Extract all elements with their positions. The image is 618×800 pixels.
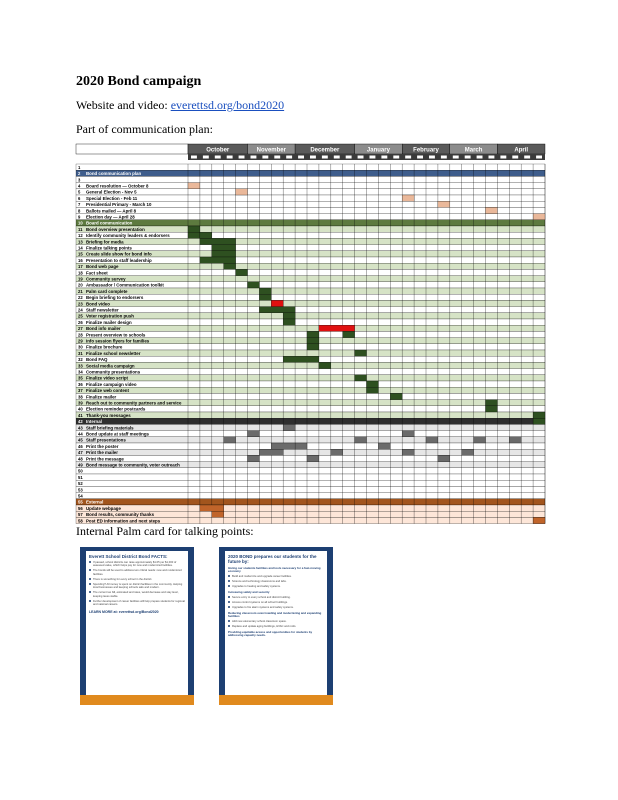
- timeline-bar: [319, 362, 331, 368]
- table-row: [76, 505, 545, 511]
- timeline-bar: [248, 455, 260, 461]
- row-label: 50: [78, 468, 83, 474]
- website-line: [76, 98, 284, 113]
- timeline-bar: [355, 350, 367, 356]
- card-subhead: Increasing safety and security: [228, 590, 270, 595]
- task-label: Print the mailer: [86, 450, 118, 456]
- week-number-cell: [203, 156, 209, 159]
- row-label: 16: [78, 257, 83, 263]
- task-label: Print the message: [86, 456, 124, 462]
- task-label: Begin briefing to endorsers: [86, 295, 144, 301]
- communication-plan-table: [76, 144, 546, 524]
- timeline-bar: [200, 232, 212, 238]
- task-label: Bond results, community thanks: [86, 512, 155, 518]
- plan-label: Part of communication plan:: [76, 122, 213, 136]
- task-label: Update webpage: [86, 505, 121, 511]
- table-row: [76, 269, 545, 275]
- table-row: [76, 294, 545, 300]
- week-number-cell: [191, 156, 197, 159]
- card-stripe: [219, 695, 333, 705]
- task-label: Bond communication plan: [86, 171, 142, 177]
- row-label: 37: [78, 388, 83, 394]
- row-label: 26: [78, 319, 83, 325]
- row-label: 3: [78, 177, 81, 183]
- timeline-bar: [438, 455, 450, 461]
- task-label: Finalize school newsletter: [86, 350, 141, 356]
- table-row: [76, 170, 545, 176]
- card-stripe: [80, 695, 194, 705]
- card-bullet: Spending? All money is spent on district facilities in the community. Helping local businesses and keeping schools safe and modern.: [86, 582, 188, 590]
- table-row: [76, 245, 545, 251]
- timeline-bar: [486, 406, 498, 412]
- table-row: [76, 164, 545, 170]
- task-label: Bond video: [86, 301, 110, 307]
- task-label: Community survey: [86, 276, 126, 282]
- timeline-bar: [200, 238, 236, 244]
- week-number-cell: [298, 156, 304, 159]
- timeline-bar: [331, 449, 343, 455]
- task-label: Voter registration push: [86, 313, 134, 319]
- month-label: November: [256, 147, 286, 154]
- timeline-bar: [188, 232, 200, 238]
- timeline-bar: [271, 300, 283, 306]
- table-row: [76, 350, 545, 356]
- row-label: 30: [78, 344, 83, 350]
- row-label: 11: [78, 226, 83, 232]
- card-bullet: If passed, school districts can raise approximately $1.05 per $1,000 of assessed value, which helps pay for new and modernized facilities.: [86, 560, 188, 568]
- timeline-bar: [462, 449, 474, 455]
- row-label: 57: [78, 512, 83, 518]
- page-title: 2020 Bond campaign: [76, 74, 202, 89]
- task-label: Finalize campaign video: [86, 381, 137, 387]
- week-number-cell: [239, 156, 245, 159]
- timeline-bar: [283, 313, 295, 319]
- row-label: 25: [78, 313, 83, 319]
- palm-card-prepares: [219, 547, 333, 705]
- timeline-bar: [259, 288, 271, 294]
- timeline-bar: [533, 517, 545, 523]
- table-row: [76, 486, 545, 492]
- task-label: Finalize brochure: [86, 344, 123, 350]
- palm-card-facts: [80, 547, 194, 705]
- task-label: Identify community leaders & endorsers: [86, 233, 170, 239]
- timeline-bar: [188, 183, 200, 189]
- task-label: Ambassador / Communication toolkit: [86, 282, 164, 288]
- row-label: 54: [78, 493, 83, 499]
- month-label: January: [366, 147, 390, 154]
- task-label: Election day — April 28: [86, 214, 135, 220]
- table-row: [76, 319, 545, 325]
- timeline-bar: [486, 400, 498, 406]
- task-label: Bond update at staff meetings: [86, 431, 149, 437]
- card-bullet: Upgrades to heating and safety systems.: [225, 584, 327, 589]
- timeline-bar: [307, 338, 319, 344]
- week-number-cell: [251, 156, 257, 159]
- week-number-cell: [274, 156, 280, 159]
- card-bullet: There is something for every school in the district.: [86, 577, 188, 582]
- timeline-bar: [295, 443, 307, 449]
- timeline-bar: [212, 251, 236, 257]
- card-body: [225, 551, 327, 695]
- task-label: Bond web page: [86, 264, 119, 270]
- week-number-cell: [393, 156, 399, 159]
- row-label: 58: [78, 518, 83, 524]
- row-label: 49: [78, 462, 83, 468]
- week-number-cell: [453, 156, 459, 159]
- card-bullet: Further development of career facilities will help prepare students for regional and national careers.: [86, 599, 188, 607]
- task-label: Staff presentations: [86, 437, 126, 443]
- row-label: 4: [78, 183, 81, 189]
- table-row: [76, 412, 545, 418]
- row-label: 34: [78, 369, 83, 375]
- row-label: 19: [78, 276, 83, 282]
- timeline-bar: [390, 393, 402, 399]
- table-row: [76, 214, 545, 220]
- task-label: Palm card complete: [86, 288, 128, 294]
- row-label: 55: [78, 499, 83, 505]
- timeline-bar: [367, 381, 379, 387]
- row-label: 17: [78, 264, 83, 270]
- row-label: 7: [78, 202, 81, 208]
- row-label: 32: [78, 357, 83, 363]
- month-label: April: [514, 147, 529, 154]
- table-row: [76, 288, 545, 294]
- row-label: 5: [78, 189, 81, 195]
- table-row: [76, 313, 545, 319]
- row-label: 18: [78, 270, 83, 276]
- row-label: 38: [78, 394, 83, 400]
- card-bullet: Build and modernize and upgrade career facilities.: [225, 574, 327, 579]
- task-label: Finalize mailer: [86, 394, 117, 400]
- table-row: [76, 195, 545, 201]
- timeline-bar: [426, 437, 438, 443]
- table-row: [76, 468, 545, 474]
- timeline-bar: [533, 412, 545, 418]
- timeline-bar: [212, 245, 236, 251]
- task-label: Post ED information and next steps: [86, 518, 161, 524]
- timeline-bar: [402, 449, 414, 455]
- card-subhead: Providing equitable access and opportunities for students by addressing capacity needs.: [228, 630, 313, 638]
- row-label: 12: [78, 233, 83, 239]
- row-label: 33: [78, 363, 83, 369]
- timeline-bar: [355, 437, 367, 443]
- card-bullet: The bonds will be used to address two critical needs: new and modernized facilities.: [86, 568, 188, 576]
- timeline-bar: [438, 201, 450, 207]
- table-row: [76, 325, 545, 331]
- row-label: 39: [78, 400, 83, 406]
- row-label: 51: [78, 474, 83, 480]
- week-number-cell: [346, 156, 352, 159]
- table-row: [76, 362, 545, 368]
- table-row: [76, 480, 545, 486]
- task-label: Finalize talking points: [86, 245, 132, 251]
- row-label: 40: [78, 406, 83, 412]
- row-label: 45: [78, 437, 83, 443]
- week-number-cell: [358, 156, 364, 159]
- row-label: 52: [78, 481, 83, 487]
- task-label: Presidential Primary - March 10: [86, 202, 152, 208]
- card-title: Everett School District Bond FACTS:: [89, 554, 168, 559]
- row-label: 10: [78, 220, 83, 226]
- week-number-cell: [465, 156, 471, 159]
- row-label: 1: [78, 164, 81, 170]
- table-row: [76, 375, 545, 381]
- row-label: 47: [78, 450, 83, 456]
- card-footer: LEARN MORE at: everettsd.org/Bond2020: [89, 610, 159, 615]
- week-number-cell: [512, 156, 518, 159]
- task-label: Finalize web content: [86, 388, 129, 394]
- task-label: Info session flyers for families: [86, 338, 150, 344]
- table-row: [76, 207, 545, 213]
- row-label: 28: [78, 332, 83, 338]
- row-label: 53: [78, 487, 83, 493]
- timeline-bar: [355, 375, 367, 381]
- timeline-bar: [200, 505, 224, 511]
- task-label: Bond FAQ: [86, 357, 108, 363]
- month-label: December: [310, 147, 340, 154]
- card-subhead: Giving our students facilities and tools necessary for a fast-moving economy: [228, 566, 321, 574]
- card-bullet: Secure entry to every school and district building.: [225, 595, 327, 600]
- table-row: [76, 449, 545, 455]
- timeline-bar: [307, 344, 319, 350]
- week-number-cell: [215, 156, 221, 159]
- task-label: Bond message to community, voter outreach: [86, 462, 180, 468]
- row-label: 46: [78, 443, 83, 449]
- week-number-cell: [536, 156, 542, 159]
- timeline-bar: [236, 189, 248, 195]
- task-label: Staff briefing materials: [86, 425, 134, 431]
- week-number-cell: [262, 156, 268, 159]
- week-number-cell: [334, 156, 340, 159]
- table-row: [76, 220, 545, 226]
- table-row: [76, 443, 545, 449]
- row-label: 9: [78, 214, 81, 220]
- task-label: Finalize mailer design: [86, 319, 132, 325]
- row-label: 42: [78, 419, 83, 425]
- timeline-bar: [224, 437, 236, 443]
- week-number-cell: [381, 156, 387, 159]
- bond-link[interactable]: everettsd.org/bond2020: [170, 98, 285, 112]
- week-number-cell: [489, 156, 495, 159]
- timeline-bar: [248, 282, 260, 288]
- task-label: Bond info mailer: [86, 326, 121, 332]
- row-label: 48: [78, 456, 83, 462]
- card-title: 2020 BOND prepares our students for the future by:: [228, 554, 317, 564]
- timeline-bar: [271, 443, 295, 449]
- timeline-bar: [378, 443, 390, 449]
- row-label: 35: [78, 375, 83, 381]
- week-number-cell: [227, 156, 233, 159]
- table-row: [76, 369, 545, 375]
- table-row: [76, 276, 545, 282]
- palmcard-label: Internal Palm card for talking points:: [76, 524, 254, 538]
- table-row: [76, 387, 545, 393]
- month-label: February: [413, 147, 439, 154]
- task-label: Present overview to schools: [86, 332, 146, 338]
- table-row: [76, 381, 545, 387]
- task-label: Print the poster: [86, 443, 119, 449]
- card-bullet: Replace and update aging buildings, HVAC and roofs.: [225, 624, 327, 629]
- timeline-bar: [486, 207, 498, 213]
- timeline-bar: [248, 431, 260, 437]
- week-number-cell: [417, 156, 423, 159]
- timeline-bar: [212, 511, 224, 517]
- task-label: General Election - Nov 5: [86, 189, 137, 195]
- card-bullet: Science and technology classrooms and labs.: [225, 579, 327, 584]
- month-label: October: [206, 147, 230, 154]
- timeline-bar: [200, 257, 236, 263]
- table-row: [76, 307, 545, 313]
- row-label: 43: [78, 425, 83, 431]
- task-label: Board resolution — October 8: [86, 183, 149, 189]
- table-row: [76, 226, 545, 232]
- card-subhead: Reducing classroom overcrowding and modernizing and expanding facilities: [228, 611, 322, 619]
- table-row: [76, 300, 545, 306]
- task-label: Finalize video script: [86, 375, 128, 381]
- timeline-bar: [402, 195, 414, 201]
- row-label: 20: [78, 282, 83, 288]
- table-row: [76, 263, 545, 269]
- table-row: [76, 418, 545, 424]
- row-label: 6: [78, 195, 81, 201]
- task-label: Internal: [86, 419, 102, 425]
- row-label: 8: [78, 208, 81, 214]
- table-row: [76, 393, 545, 399]
- card-bullet: The current tax bill, estimated and rates, would decrease and stay level, keeping taxes stable.: [86, 590, 188, 598]
- row-label: 24: [78, 307, 83, 313]
- card-bullet: Add new elementary school classroom space.: [225, 619, 327, 624]
- card-body: [86, 551, 188, 695]
- week-number-cell: [477, 156, 483, 159]
- timeline-bar: [319, 325, 355, 331]
- week-number-cell: [370, 156, 376, 159]
- table-row: [76, 176, 545, 182]
- table-row: [76, 406, 545, 412]
- task-label: Social media campaign: [86, 363, 135, 369]
- row-label: 21: [78, 288, 83, 294]
- timeline-bar: [259, 294, 271, 300]
- table-row: [76, 474, 545, 480]
- table-row: [76, 499, 545, 505]
- task-label: Thank-you messages: [86, 412, 131, 418]
- week-number-cell: [429, 156, 435, 159]
- timeline-bar: [533, 418, 545, 424]
- task-label: Fact sheet: [86, 270, 108, 276]
- week-number-cell: [500, 156, 506, 159]
- timeline-bar: [509, 437, 521, 443]
- row-label: 27: [78, 326, 83, 332]
- task-label: Election reminder postcards: [86, 406, 146, 412]
- row-label: 44: [78, 431, 83, 437]
- website-label: Website and video:: [76, 98, 168, 112]
- timeline-bar: [307, 455, 319, 461]
- row-label: 56: [78, 505, 83, 511]
- task-label: Briefing for media: [86, 239, 124, 245]
- row-label: 14: [78, 245, 83, 251]
- task-label: External: [86, 499, 104, 505]
- week-number-cell: [310, 156, 316, 159]
- row-label: 31: [78, 350, 83, 356]
- task-label: Special Election - Feb 11: [86, 195, 138, 201]
- row-label: 41: [78, 412, 83, 418]
- timeline-bar: [402, 431, 414, 437]
- task-label: Create slide show for bond info: [86, 251, 152, 257]
- timeline-bar: [533, 214, 545, 220]
- row-label: 29: [78, 338, 83, 344]
- task-label: Community presentations: [86, 369, 141, 375]
- timeline-bar: [474, 437, 486, 443]
- card-bullet: Upgrades to fire alarm systems and safety systems.: [225, 605, 327, 610]
- week-number-cell: [524, 156, 530, 159]
- timeline-bar: [259, 307, 295, 313]
- task-label: Reach out to community partners and service: [86, 400, 182, 406]
- timeline-bar: [343, 331, 355, 337]
- row-label: 13: [78, 239, 83, 245]
- timeline-bar: [236, 269, 248, 275]
- week-number-cell: [286, 156, 292, 159]
- week-number-cell: [441, 156, 447, 159]
- row-label: 23: [78, 301, 83, 307]
- month-label: March: [464, 147, 483, 154]
- timeline-bar: [283, 356, 319, 362]
- task-label: Staff newsletter: [86, 307, 119, 313]
- task-label: Bond overview presentation: [86, 226, 145, 232]
- week-number-cell: [322, 156, 328, 159]
- timeline-bar: [283, 424, 295, 430]
- timeline-bar: [283, 319, 295, 325]
- card-bullet: Access control systems on all school buildings.: [225, 600, 327, 605]
- timeline-bar: [188, 226, 200, 232]
- row-label: 22: [78, 295, 83, 301]
- row-label: 2: [78, 171, 81, 177]
- timeline-bar: [307, 331, 319, 337]
- row-label: 36: [78, 381, 83, 387]
- table-row: [76, 424, 545, 430]
- timeline-bar: [224, 263, 236, 269]
- table-row: [76, 493, 545, 499]
- timeline-bar: [367, 387, 379, 393]
- row-label: 15: [78, 251, 83, 257]
- task-label: Board communication: [86, 220, 133, 226]
- header-label-cell: [76, 144, 188, 154]
- task-label: Ballots mailed — April 8: [86, 208, 137, 214]
- week-number-cell: [405, 156, 411, 159]
- timeline-bar: [259, 449, 283, 455]
- table-row: [76, 189, 545, 195]
- task-label: Presentation to staff leadership: [86, 257, 152, 263]
- table-row: [76, 238, 545, 244]
